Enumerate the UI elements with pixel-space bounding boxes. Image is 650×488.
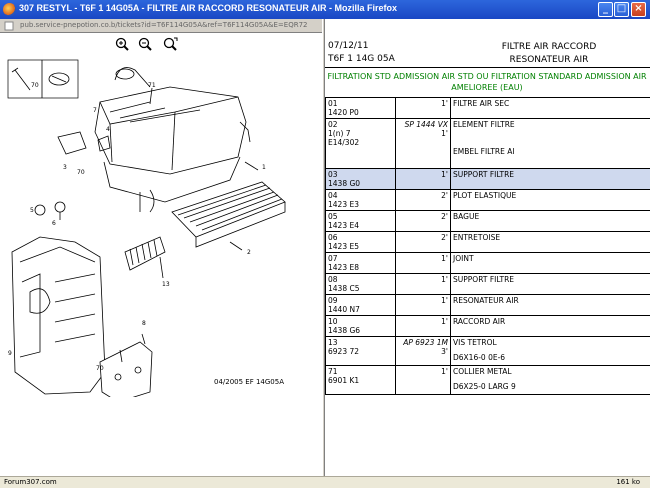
part-description: SUPPORT FILTRE	[453, 170, 515, 179]
item-reference[interactable]: 1423 E8	[328, 263, 359, 272]
table-row[interactable]	[326, 253, 650, 274]
callout-label: 70	[31, 82, 39, 89]
description-cell	[451, 295, 650, 316]
item-reference[interactable]: 1440 N7	[328, 305, 360, 314]
item-reference[interactable]: 1420 P0	[328, 108, 359, 117]
table-row[interactable]	[326, 232, 650, 253]
item-number: 01	[328, 99, 338, 108]
table-row[interactable]	[326, 337, 650, 366]
status-text: Forum307.com	[4, 478, 57, 486]
quantity: 2'	[441, 233, 448, 242]
quantity-cell	[396, 190, 451, 211]
browser-viewport	[0, 19, 650, 476]
close-button[interactable]: ×	[631, 2, 646, 17]
callout-label: 1	[262, 164, 266, 171]
quantity: 1'	[441, 296, 448, 305]
part-detail: EMBEL FILTRE AI	[453, 147, 515, 156]
part-description: FILTRE AIR SEC	[453, 99, 510, 108]
part-description: RESONATEUR AIR	[453, 296, 519, 305]
description-cell	[451, 316, 650, 337]
description-cell	[451, 190, 650, 211]
callout-label: 70	[96, 365, 104, 372]
quantity-cell	[396, 337, 451, 366]
part-number-cell	[326, 211, 396, 232]
item-reference[interactable]: 1438 G6	[328, 326, 361, 335]
quantity: 1'	[441, 129, 448, 138]
part-number-cell	[326, 190, 396, 211]
quantity-cell	[396, 366, 451, 395]
quantity-cell	[396, 169, 451, 190]
description-cell	[451, 274, 650, 295]
part-description: JOINT	[453, 254, 474, 263]
catalog-date: 07/12/11	[328, 41, 369, 51]
item-number: 10	[328, 317, 338, 326]
part-detail: D6X16-0 0E-6	[453, 353, 506, 362]
parts-table	[325, 97, 650, 395]
quantity: 3'	[441, 347, 448, 356]
address-text: pub.service-pnepotion.co.b/tickets?id=T6F114G05A&ref=T6F114G05A&E=EQR72	[20, 21, 308, 29]
part-description: RACCORD AIR	[453, 317, 506, 326]
part-number-cell	[326, 253, 396, 274]
quantity-cell	[396, 211, 451, 232]
table-row[interactable]	[326, 211, 650, 232]
table-row[interactable]	[326, 98, 650, 119]
callout-label: 4	[106, 126, 110, 133]
page-size: 161 ko	[616, 478, 640, 486]
quantity-cell	[396, 119, 451, 169]
quantity: 1'	[441, 254, 448, 263]
item-number: 07	[328, 254, 338, 263]
quantity-cell	[396, 274, 451, 295]
table-row[interactable]	[326, 190, 650, 211]
quantity: 2'	[441, 191, 448, 200]
item-number: 09	[328, 296, 338, 305]
description-cell	[451, 211, 650, 232]
quantity-cell	[396, 316, 451, 337]
quantity-cell	[396, 98, 451, 119]
window-title-bar[interactable]	[0, 0, 650, 19]
title-line-1: FILTRE AIR RACCORD	[501, 42, 597, 52]
item-number: 06	[328, 233, 338, 242]
item-reference[interactable]: 1423 E5	[328, 242, 359, 251]
drawing-reference: 04/2005 EF 14G05A	[214, 378, 285, 386]
page-icon	[4, 21, 14, 31]
quantity-cell	[396, 295, 451, 316]
part-number-cell	[326, 316, 396, 337]
status-bar	[0, 476, 650, 488]
table-row[interactable]	[326, 169, 650, 190]
description-cell	[451, 169, 650, 190]
callout-label: 9	[8, 350, 12, 357]
item-number: 04	[328, 191, 338, 200]
table-row[interactable]	[326, 119, 650, 169]
quantity-cell	[396, 253, 451, 274]
table-row[interactable]	[326, 316, 650, 337]
alt-reference: SP 1444 VX	[404, 120, 448, 129]
item-reference[interactable]: 6901 K1	[328, 376, 360, 385]
description-cell	[451, 253, 650, 274]
part-detail: D6X25-0 LARG 9	[453, 382, 516, 391]
item-number: 02	[328, 120, 338, 129]
zoom-toolbar	[0, 36, 322, 52]
description-cell	[451, 337, 650, 366]
part-number-cell	[326, 295, 396, 316]
parts-list-pane	[325, 19, 650, 476]
part-number-cell	[326, 366, 396, 395]
description-cell	[451, 119, 650, 169]
zoom-reset-icon[interactable]	[162, 36, 178, 52]
title-line-2: RESONATEUR AIR	[509, 55, 589, 65]
window-title: 307 RESTYL - T6F 1 14G05A - FILTRE AIR RACCORD RESONATEUR AIR - Mozilla Firefox	[19, 3, 398, 13]
item-number: 13	[328, 338, 338, 347]
drawing-pane	[0, 19, 322, 476]
part-number-cell	[326, 98, 396, 119]
header-divider	[325, 67, 650, 68]
alt-reference: AP 6923 1M	[403, 338, 448, 347]
part-description: ELEMENT FILTRE	[453, 120, 515, 129]
address-bar[interactable]	[0, 19, 322, 33]
quantity: 2'	[441, 212, 448, 221]
table-row[interactable]	[326, 366, 650, 395]
callout-label: 3	[63, 164, 67, 171]
minimize-button[interactable]: _	[598, 2, 613, 17]
callout-label: 5	[30, 207, 34, 214]
maximize-button[interactable]: □	[614, 2, 629, 17]
item-reference[interactable]: 1423 E4	[328, 221, 359, 230]
callout-label: 13	[162, 281, 170, 288]
callout-label: 6	[52, 220, 56, 227]
part-description: ENTRETOISE	[453, 233, 501, 242]
quantity: 1'	[441, 367, 448, 376]
item-reference[interactable]: 1438 C5	[328, 284, 360, 293]
item-number: 05	[328, 212, 338, 221]
item-reference[interactable]: 1423 E3	[328, 200, 359, 209]
item-reference[interactable]: 6923 72	[328, 347, 360, 356]
part-description: COLLIER METAL	[453, 367, 512, 376]
item-number: 08	[328, 275, 338, 284]
item-extra: 1(n) 7	[328, 129, 351, 138]
item-reference[interactable]: E14/302	[328, 138, 360, 147]
callout-label: 71	[148, 82, 156, 89]
description-cell	[451, 232, 650, 253]
part-description: SUPPORT FILTRE	[453, 275, 515, 284]
quantity: 1'	[441, 317, 448, 326]
part-description: BAGUE	[453, 212, 480, 221]
part-number-cell	[326, 232, 396, 253]
application-note: FILTRATION STD ADMISSION AIR STD OU FILTRATION STANDARD ADMISSION AIR AMELIOREE (EAU)	[327, 72, 647, 92]
part-number-cell	[326, 337, 396, 366]
callout-label: 7	[93, 107, 97, 114]
part-number-cell	[326, 169, 396, 190]
table-row[interactable]	[326, 295, 650, 316]
quantity-cell	[396, 232, 451, 253]
part-number-cell	[326, 274, 396, 295]
description-cell	[451, 98, 650, 119]
part-number-cell	[326, 119, 396, 169]
item-number: 71	[328, 367, 338, 376]
catalog-reference: T6F 1 14G 05A	[328, 54, 395, 64]
quantity: 1'	[441, 275, 448, 284]
description-cell	[451, 366, 650, 395]
callout-label: 70	[77, 169, 85, 176]
zoom-out-icon[interactable]	[137, 36, 153, 52]
page-title	[450, 41, 648, 67]
callout-label: 2	[247, 249, 251, 256]
quantity: 1'	[441, 99, 448, 108]
table-row[interactable]	[326, 274, 650, 295]
part-description: PLOT ELASTIQUE	[453, 191, 517, 200]
zoom-in-icon[interactable]	[114, 36, 130, 52]
quantity: 1'	[441, 170, 448, 179]
callout-label: 8	[142, 320, 146, 327]
item-reference[interactable]: 1438 G0	[328, 179, 361, 188]
part-description: VIS TETROL	[453, 338, 497, 347]
exploded-parts-drawing	[0, 52, 322, 397]
firefox-icon	[3, 3, 16, 16]
item-number: 03	[328, 170, 338, 179]
